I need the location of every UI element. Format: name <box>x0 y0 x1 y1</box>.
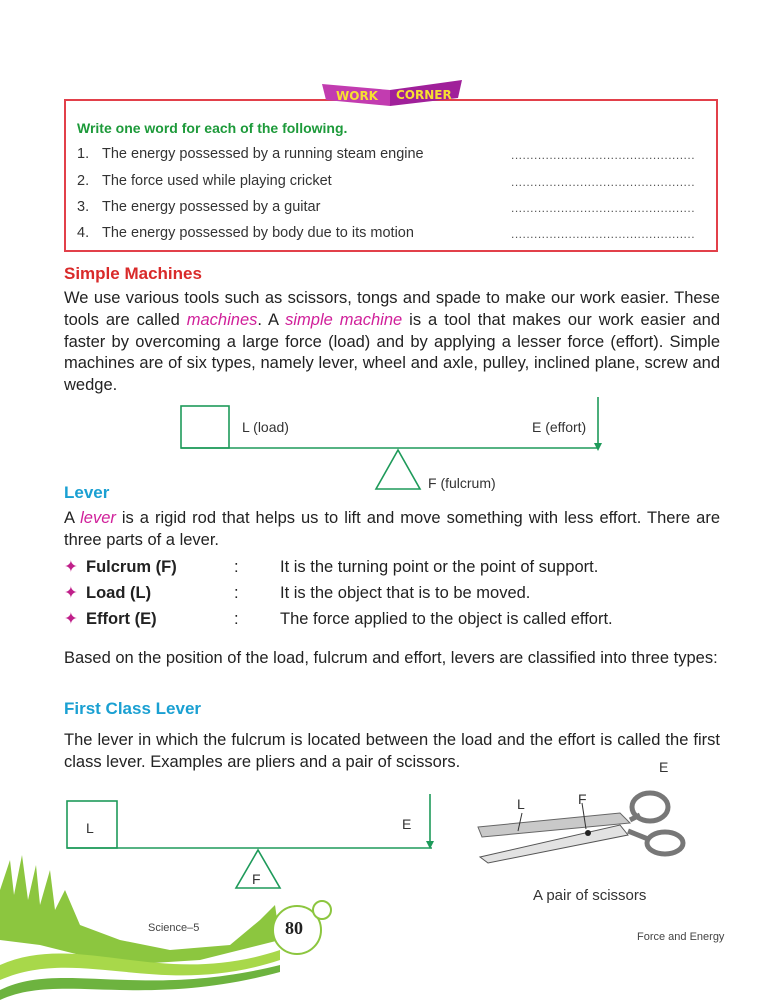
first-class-lever-heading: First Class Lever <box>64 699 202 718</box>
answer-blank-4[interactable]: ................................................ <box>511 227 696 241</box>
question-number: 4. <box>77 225 90 241</box>
bullet-star-icon: ✦ <box>64 584 78 602</box>
part-term: Fulcrum (F) <box>86 558 177 576</box>
effort-label: E <box>402 816 412 832</box>
question-4 <box>77 225 414 241</box>
load-label: L <box>86 820 94 836</box>
arrow-head-icon <box>594 443 602 451</box>
question-2 <box>77 173 332 189</box>
question-text: The energy possessed by body due to its motion <box>102 225 414 241</box>
part-fulcrum <box>64 557 598 577</box>
answer-blank-1[interactable]: ................................................ <box>511 148 696 162</box>
question-3 <box>77 199 320 215</box>
small-circle-decoration <box>312 900 332 920</box>
term-machines: machines <box>186 310 258 329</box>
separator: : <box>234 610 239 628</box>
answer-blank-3[interactable]: ................................................ <box>511 201 696 215</box>
part-load <box>64 583 530 603</box>
book-title: Science–5 <box>148 922 200 934</box>
scissors-label-load: L <box>517 796 525 812</box>
part-description: The force applied to the object is called effort. <box>280 610 613 628</box>
lever-diagram <box>170 395 610 495</box>
first-class-paragraph: The lever in which the fulcrum is located between the load and the effort is called the first class lever. Examples are pliers and a pair of scissors. <box>64 731 720 771</box>
text: is a rigid rod that helps us to lift and move something with less effort. There are three parts of a lever. <box>64 509 720 549</box>
scissors-label-fulcrum: F <box>578 791 587 807</box>
fulcrum-label: F <box>252 871 261 887</box>
bullet-star-icon: ✦ <box>64 610 78 628</box>
question-number: 2. <box>77 173 90 189</box>
question-1 <box>77 146 424 162</box>
scissors-label-effort: E <box>659 759 669 775</box>
bullet-star-icon: ✦ <box>64 558 78 576</box>
part-term: Load (L) <box>86 584 152 602</box>
question-text: The energy possessed by a running steam engine <box>102 146 424 162</box>
text: A <box>64 509 81 527</box>
part-term: Effort (E) <box>86 610 157 628</box>
text: . A <box>257 310 286 329</box>
chapter-title: Force and Energy <box>637 931 725 943</box>
page-number: 80 <box>285 918 303 938</box>
question-text: The energy possessed by a guitar <box>102 199 321 215</box>
banner-right-text: CORNER <box>396 88 452 102</box>
question-text: The force used while playing cricket <box>102 173 332 189</box>
lever-heading: Lever <box>64 483 110 502</box>
part-effort <box>64 609 613 629</box>
simple-machines-heading: Simple Machines <box>64 264 202 283</box>
text: We use various tools such as scissors, tongs and spade to make our work easier. These tools are called <box>64 289 720 329</box>
work-corner-heading: Write one word for each of the following. <box>77 120 348 136</box>
simple-machines-paragraph <box>64 288 720 397</box>
load-box <box>181 406 229 448</box>
part-description: It is the object that is to be moved. <box>280 584 531 602</box>
separator: : <box>234 584 239 602</box>
answer-blank-2[interactable]: ................................................ <box>511 175 696 189</box>
scissors-image <box>470 775 700 865</box>
classification-paragraph: Based on the position of the load, fulcrum and effort, levers are classified into three types: <box>64 649 718 667</box>
term-lever: lever <box>80 509 116 527</box>
banner-left-text: WORK <box>336 89 378 103</box>
fulcrum-label: F (fulcrum) <box>428 475 496 491</box>
term-simple-machine: simple machine <box>285 310 403 329</box>
part-description: It is the turning point or the point of support. <box>280 558 599 576</box>
separator: : <box>234 558 239 576</box>
question-number: 3. <box>77 199 90 215</box>
scissors-caption: A pair of scissors <box>533 887 647 904</box>
load-label: L (load) <box>242 419 289 435</box>
fulcrum-triangle <box>376 450 420 489</box>
effort-label: E (effort) <box>532 419 587 435</box>
lever-paragraph <box>64 508 720 552</box>
question-number: 1. <box>77 146 90 162</box>
text: is a tool that makes our work easier and faster by overcoming a large force (load) and by applying a lesser force (effort). Simple machines are of six types, namely lever, wheel and axle, pulley, inclined plane, screw and wedge. <box>64 310 720 395</box>
work-corner-banner <box>322 80 462 106</box>
